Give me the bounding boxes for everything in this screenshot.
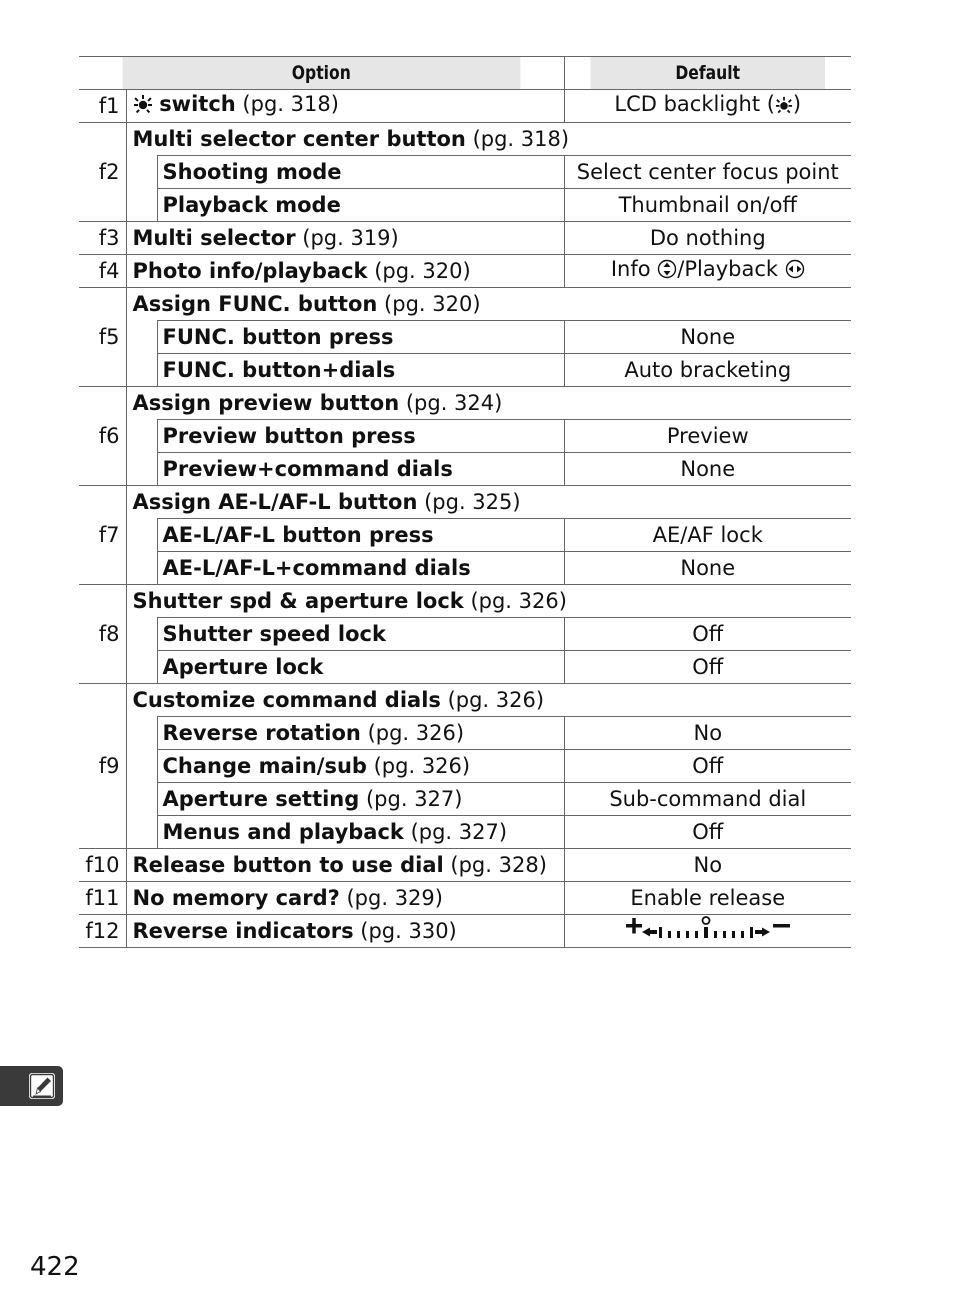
sub-option: [157, 618, 564, 651]
row-page-ref: (pg. 327): [410, 819, 508, 844]
default-text: LCD backlight (: [614, 92, 775, 116]
sub-indent: [126, 717, 157, 849]
row-option-name: Shutter spd & aperture lock: [132, 588, 464, 613]
sub-option: [157, 321, 564, 354]
sub-option: [157, 354, 564, 387]
row-option-name: Customize command dials: [132, 687, 441, 712]
row-page-ref: (pg. 325): [424, 489, 521, 514]
row-option: [126, 255, 564, 288]
row-page-ref: (pg. 320): [384, 291, 481, 316]
row-page-ref: (pg. 326): [470, 588, 567, 613]
sub-option-name: FUNC. button+dials: [162, 357, 396, 382]
row-page-ref: (pg. 320): [374, 258, 471, 283]
multi-selector-left-right-icon: [785, 259, 805, 283]
row-option-name: Reverse indicators: [132, 918, 354, 943]
row-page-ref: (pg. 328): [450, 852, 547, 877]
row-default: Thumbnail on/off: [564, 189, 851, 222]
sub-option: [157, 156, 564, 189]
row-page-ref: (pg. 324): [405, 390, 503, 415]
table-row: [79, 288, 851, 321]
sub-option: [157, 750, 564, 783]
table-subrow: [79, 519, 851, 552]
sub-option-name: Reverse rotation: [162, 720, 361, 745]
row-option-name: Photo info/playback: [132, 258, 368, 283]
row-page-ref: (pg. 329): [346, 885, 443, 910]
sub-indent: [126, 156, 157, 222]
row-default: Sub-command dial: [564, 783, 851, 816]
row-option: [126, 486, 851, 519]
row-option-name: Assign FUNC. button: [132, 291, 378, 316]
table-row: [79, 849, 851, 882]
row-default: None: [564, 552, 851, 585]
row-code: f6: [79, 387, 126, 486]
row-code: f8: [79, 585, 126, 684]
row-option: [126, 90, 564, 123]
row-option-name: Assign AE-L/AF-L button: [132, 489, 418, 514]
table-header-row: [79, 57, 851, 90]
row-code: f2: [79, 123, 126, 222]
row-page-ref: (pg. 318): [242, 92, 339, 116]
sub-option: [157, 816, 564, 849]
row-default: Off: [564, 618, 851, 651]
sub-option-name: Preview+command dials: [162, 456, 453, 481]
row-option: [126, 585, 851, 618]
sub-option: [157, 717, 564, 750]
row-page-ref: (pg. 327): [365, 786, 463, 811]
default-text: Info: [610, 257, 658, 281]
table-row: [79, 915, 851, 948]
pencil-menu-icon: [27, 1071, 57, 1101]
row-code: f1: [98, 93, 120, 118]
table-row: [79, 255, 851, 288]
header-default: Default: [590, 57, 825, 90]
row-code: f11: [85, 885, 120, 910]
row-page-ref: (pg. 319): [302, 225, 399, 250]
row-code: f4: [98, 258, 120, 283]
row-default: [564, 90, 851, 123]
default-text: /Playback: [677, 257, 785, 281]
sub-option: [157, 651, 564, 684]
row-default: No: [564, 717, 851, 750]
row-default: None: [564, 453, 851, 486]
row-code: f12: [85, 918, 120, 943]
row-option: [126, 684, 851, 717]
row-code: f5: [79, 288, 126, 387]
row-page-ref: (pg. 326): [367, 720, 465, 745]
row-option: [126, 882, 564, 915]
table-subrow: [79, 618, 851, 651]
custom-settings-table: [79, 56, 851, 948]
sub-indent: [126, 420, 157, 486]
row-option: [126, 288, 851, 321]
sub-option-name: AE-L/AF-L+command dials: [162, 555, 471, 580]
table-subrow: [79, 750, 851, 783]
table-row: [79, 684, 851, 717]
row-default: AE/AF lock: [564, 519, 851, 552]
header-option: Option: [123, 57, 521, 90]
sub-option-name: Preview button press: [162, 423, 416, 448]
sub-indent: [126, 519, 157, 585]
table-row: [79, 90, 851, 123]
row-default: Off: [564, 816, 851, 849]
row-default: Off: [564, 750, 851, 783]
row-code: f9: [79, 684, 126, 849]
section-tab: [0, 1066, 63, 1106]
row-default: Do nothing: [564, 222, 851, 255]
row-option-name: No memory card?: [132, 885, 340, 910]
row-code: f10: [85, 852, 120, 877]
sub-option-name: Shutter speed lock: [162, 621, 386, 646]
default-text: ): [792, 92, 802, 116]
table-subrow: [79, 189, 851, 222]
row-default: Select center focus point: [564, 156, 851, 189]
row-page-ref: (pg. 330): [360, 918, 457, 943]
table-row: [79, 123, 851, 156]
table-row: [79, 882, 851, 915]
table-row: [79, 222, 851, 255]
table-subrow: [79, 354, 851, 387]
row-option-name: Release button to use dial: [132, 852, 444, 877]
sub-indent: [126, 321, 157, 387]
sub-option: [157, 519, 564, 552]
light-bulb-icon: [133, 94, 153, 118]
row-option-name: Multi selector: [132, 225, 296, 250]
row-default: [564, 915, 851, 948]
row-page-ref: (pg. 326): [373, 753, 471, 778]
table-row: [79, 585, 851, 618]
sub-option: [157, 420, 564, 453]
row-default: No: [564, 849, 851, 882]
sub-option-name: Change main/sub: [162, 753, 367, 778]
table-subrow: [79, 717, 851, 750]
multi-selector-up-down-icon: [657, 259, 677, 283]
table-subrow: [79, 651, 851, 684]
row-option-name: switch: [159, 92, 236, 116]
table-subrow: [79, 321, 851, 354]
table-row: [79, 387, 851, 420]
row-default: [564, 255, 851, 288]
row-default: Enable release: [564, 882, 851, 915]
table-row: [79, 486, 851, 519]
row-option-name: Multi selector center button: [132, 126, 466, 151]
row-default: None: [564, 321, 851, 354]
row-page-ref: (pg. 318): [472, 126, 570, 151]
table-subrow: [79, 783, 851, 816]
row-code: f7: [79, 486, 126, 585]
row-default: Auto bracketing: [564, 354, 851, 387]
row-code: f3: [98, 225, 120, 250]
row-default: Preview: [564, 420, 851, 453]
sub-option: [157, 552, 564, 585]
table-subrow: [79, 420, 851, 453]
table-subrow: [79, 156, 851, 189]
sub-option: [157, 783, 564, 816]
row-option: [126, 915, 564, 948]
sub-option-name: Playback mode: [162, 192, 341, 217]
exposure-indicator-icon: [623, 915, 793, 947]
sub-option-name: Menus and playback: [162, 819, 404, 844]
row-option-name: Assign preview button: [132, 390, 400, 415]
row-option: [126, 123, 851, 156]
sub-option-name: AE-L/AF-L button press: [162, 522, 434, 547]
row-option: [126, 387, 851, 420]
sub-option-name: Aperture setting: [162, 786, 360, 811]
sub-option-name: Shooting mode: [162, 159, 342, 184]
page-number: 422: [30, 1252, 80, 1282]
table-subrow: [79, 453, 851, 486]
table-subrow: [79, 816, 851, 849]
table-subrow: [79, 552, 851, 585]
sub-option: [157, 189, 564, 222]
sub-option: [157, 453, 564, 486]
row-option: [126, 222, 564, 255]
row-option: [126, 849, 564, 882]
sub-option-name: Aperture lock: [162, 654, 324, 679]
sub-option-name: FUNC. button press: [162, 324, 394, 349]
row-page-ref: (pg. 326): [447, 687, 545, 712]
row-default: Off: [564, 651, 851, 684]
light-bulb-icon: [775, 96, 793, 118]
sub-indent: [126, 618, 157, 684]
